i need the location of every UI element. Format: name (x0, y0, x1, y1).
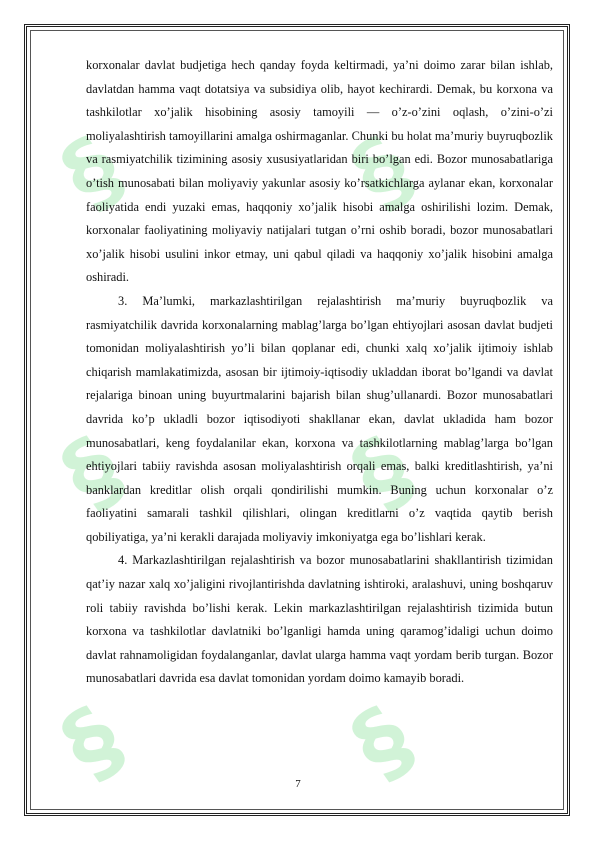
paragraph-point-4: 4. Markazlashtirilgan rejalashtirish va bozor munosabatlarini shakllantirish tizimidan qat’iy nazar xalq xo’jaligini rivojlantirishda davlatning ishtiroki, aralashuvi, uning boshqaruv roli tabiiy ravishda bo’lishi kerak. Lekin markazlashtirilgan rejalashtirish tizimida butun korxona va tashkilotlar davlatniki bo’lganligi hamda uning qaramog’idaligi uchun doimo davlat rahnamoligidan foydalanganlar, davlat ularga hamma vaqt yordam berib turgan. Bozor munosabatlari davrida esa davlat tomonidan yordam doimo kamayib boradi. (86, 553, 553, 686)
paragraph-point-3: 3. Ma’lumki, markazlashtirilgan rejalashtirish ma’muriy buyruqbozlik va rasmiyatchilik davrida korxonalarning mablag’larga bo’lgan ehtiyojlari asosan davlat budjeti tomonidan moliyalashtirish yo’li bilan qoplanar edi, chunki xalq xo’jalik ijtimoiy ishlab chiqarish mamlakatimizda, asosan bir ijtimoiy-iqtisodiy ukladdan iborat bo’lgandi va davlat rejalariga binoan uning buyurtmalarini bajarish bilan shug’ullanardi. Bozor munosabatlari davrida ko’p ukladli bozor iqtisodiyoti shakllanar ekan, davlat ukladida ham bozor munosabatlari, keng foydalanilar ekan, korxona va tashkilotlarning mablag’larga bo’lgan ehtiyojlari tabiiy ravishda asosan moliyalashtirish orqali emas, balki kreditlashtirish, ya’ni banklardan kreditlar olish orqali qondirilishi mumkin. Buning uchun korxonalar o’z faoliyatini samarali tashkil qilishlari, olingan kreditlarni o’z vaqtida qaytib berish qobiliyatiga, ya’ni kerakli darajada moliyaviy imkoniyatga ega bo’lishlari kerak. (86, 293, 553, 544)
watermark-logo: § (333, 416, 432, 529)
watermark-logo: § (43, 116, 142, 229)
document-body (86, 54, 553, 691)
watermark-logo: § (333, 116, 432, 229)
paragraph-continuation: korxonalar davlat budjetiga hech qanday foyda keltirmadi, ya’ni doimo zarar bilan ishlab, davlatdan hamma vaqt dotatsiya va subsidiya olib, hayot kechirardi. Demak, bu korxona va tashkilotlar xo’jalik hisobining asosiy tamoyili — o’z-o’zini oqlash, o’zini-o’zi moliyalashtirish tamoyillarini amalga oshirmaganlar. Chunki bu holat ma’muriy buyruqbozlik va rasmiyatchilik tizimining asosiy xususiyatlaridan biri bo’lgan edi. Bozor munosabatlariga o’tish munosabati bilan moliyaviy yakunlar asosiy ko’rsatkichlarga aylanar ekan, korxonalar faoliyatida endi yuzaki emas, haqqoniy xo’jalik hisobi amalga oshirilishi lozim. Demak, korxonalar faoliyatining moliyaviy natijalari tutgan o’rni oshib boradi, bozor munosabatlari xo’jalik hisobi usulini inkor etmay, uni qabul qiladi va haqqoniy xo’jalik hisobini amalga oshiradi. (86, 58, 553, 285)
watermark-logo: § (333, 686, 432, 799)
watermark-logo: § (43, 686, 142, 799)
watermark-logo: § (43, 416, 142, 529)
page-number: 7 (295, 778, 301, 790)
